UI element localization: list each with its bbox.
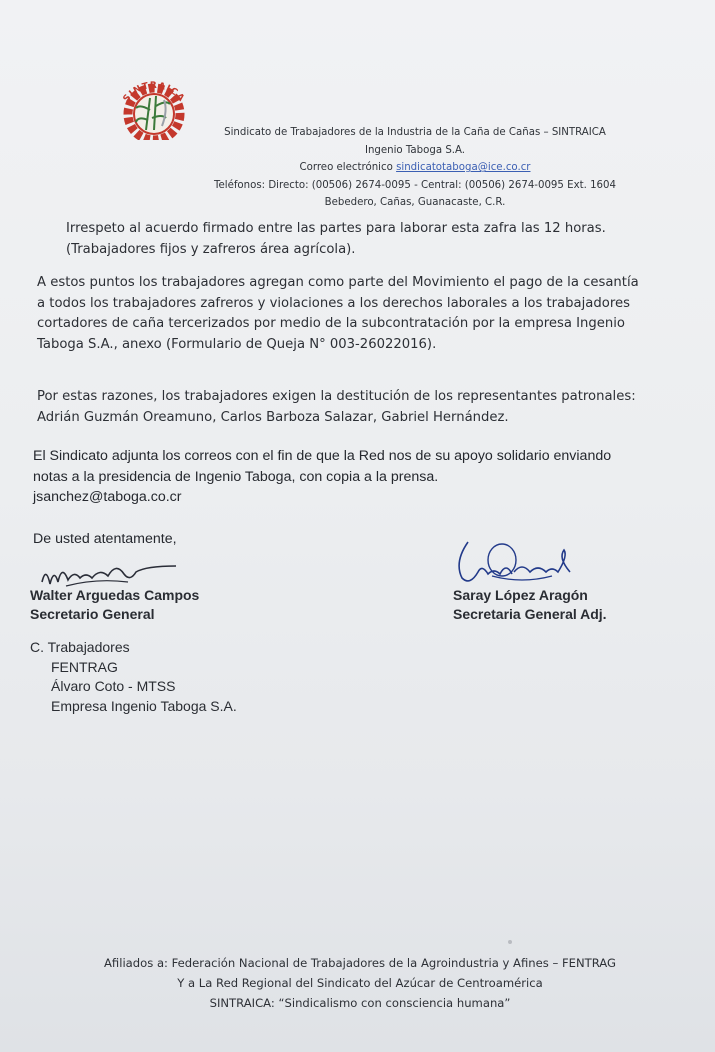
paragraph-line: notas a la presidencia de Ingenio Taboga, con copia a la prensa. [33, 468, 439, 485]
paragraph-line: El Sindicato adjunta los correos con el fin de que la Red nos de su apoyo solidario enviando [33, 448, 612, 464]
footer-line: Y a La Red Regional del Sindicato del Azúcar de Centroamérica [177, 976, 543, 990]
logo-text: SINTRAICA [121, 80, 187, 105]
cc-list [30, 638, 237, 716]
signature-right [452, 532, 582, 592]
paper-mark [508, 940, 512, 944]
letterhead [120, 124, 710, 212]
footer [40, 953, 680, 1013]
paragraph-line: a todos los trabajadores zafreros y violaciones a los derechos laborales a los trabajadores [37, 295, 630, 311]
company-name: Ingenio Taboga S.A. [364, 144, 466, 156]
signature-left [36, 556, 186, 590]
paragraph-line: (Trabajadores fijos y zafreros área agrícola). [66, 241, 356, 257]
signatory-left-name: Walter Arguedas Campos [30, 587, 200, 603]
signatory-right-title: Secretaria General Adj. [453, 606, 607, 622]
paragraph-line: A estos puntos los trabajadores agregan como parte del Movimiento el pago de la cesantía [37, 275, 639, 290]
footer-line: SINTRAICA: “Sindicalismo con consciencia humana” [209, 996, 511, 1010]
email-line [120, 159, 710, 177]
signatory-right-name: Saray López Aragón [453, 587, 588, 603]
email-label: Correo electrónico [299, 162, 393, 174]
paragraph-demands [37, 273, 639, 355]
paragraph-attachments [33, 446, 611, 508]
cc-item: Empresa Ingenio Taboga S.A. [51, 697, 237, 714]
signatory-left-title: Secretario General [30, 606, 155, 622]
signatory-right [453, 586, 607, 624]
cc-item: FENTRAG [51, 658, 118, 675]
phone-numbers: Teléfonos: Directo: (00506) 2674-0095 - Central: (00506) 2674-0095 Ext. 1604 [213, 179, 617, 191]
cc-item: Álvaro Coto - MTSS [51, 678, 176, 694]
footer-line: Afiliados a: Federación Nacional de Trabajadores de la Agroindustria y Afines – FENTRAG [103, 956, 616, 970]
paragraph-line: cortadores de caña tercerizados por medio de la subcontratación por la empresa Ingenio [37, 316, 625, 331]
paragraph-line: Adrián Guzmán Oreamuno, Carlos Barboza Salazar, Gabriel Hernández. [37, 409, 509, 425]
address: Bebedero, Cañas, Guanacaste, C.R. [324, 197, 506, 209]
paragraph-irrespeto [66, 219, 606, 260]
cc-heading: C. Trabajadores [30, 639, 130, 655]
paragraph-dismissal [37, 387, 636, 428]
paragraph-line: Por estas razones, los trabajadores exigen la destitución de los representantes patronales: [37, 389, 636, 404]
email-link[interactable]: sindicatotaboga@ice.co.cr [396, 162, 531, 174]
contact-email[interactable]: jsanchez@taboga.co.cr [33, 489, 182, 505]
organization-name: Sindicato de Trabajadores de la Industria de la Caña de Cañas – SINTRAICA [224, 127, 606, 138]
paragraph-line: Irrespeto al acuerdo firmado entre las partes para laborar esta zafra las 12 horas. [66, 221, 606, 236]
closing: De usted atentamente, [33, 531, 177, 547]
signatory-left [30, 586, 199, 624]
paragraph-line: Taboga S.A., anexo (Formulario de Queja N° 003-26022016). [37, 336, 437, 352]
